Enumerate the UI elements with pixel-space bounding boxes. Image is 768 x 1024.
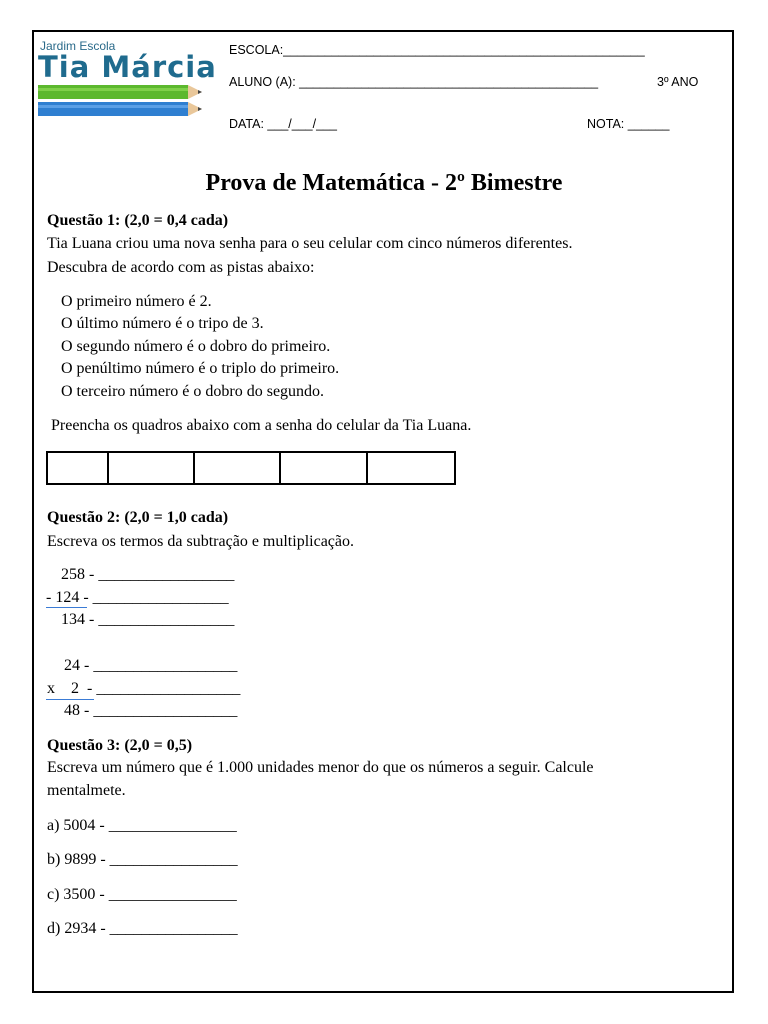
password-box-1[interactable]	[48, 453, 109, 483]
q3-item-d[interactable]: d) 2934 - ________________	[47, 920, 238, 937]
q3-item-b[interactable]: b) 9899 - ________________	[47, 851, 238, 868]
green-pencil-icon	[38, 85, 202, 99]
data-field[interactable]: DATA: ___/___/___	[229, 117, 337, 131]
q3-item-c[interactable]: c) 3500 - ________________	[47, 886, 237, 903]
q1-text-line1: Tia Luana criou uma nova senha para o seu celular com cinco números diferentes.	[47, 235, 573, 252]
q3-text-line2: mentalmete.	[47, 782, 126, 799]
password-boxes	[46, 451, 456, 485]
q2-text: Escreva os termos da subtração e multiplicação.	[47, 533, 354, 550]
q1-text-line2: Descubra de acordo com as pistas abaixo:	[47, 259, 315, 276]
q3-item-a[interactable]: a) 5004 - ________________	[47, 817, 237, 834]
q1-heading: Questão 1: (2,0 = 0,4 cada)	[47, 212, 229, 229]
password-box-5[interactable]	[368, 453, 454, 483]
aluno-field[interactable]: ALUNO (A): ___________________________________________	[229, 75, 599, 89]
q1-instruction: Preencha os quadros abaixo com a senha do celular da Tia Luana.	[51, 417, 472, 434]
q2-mul-product[interactable]: 48 - __________________	[64, 702, 238, 719]
q2-sub-underline	[46, 607, 87, 608]
q2-mul-factor1[interactable]: 24 - __________________	[64, 657, 238, 674]
q1-clue-1: O primeiro número é 2.	[61, 293, 212, 310]
nota-field[interactable]: NOTA: ______	[587, 117, 670, 131]
password-box-2[interactable]	[109, 453, 195, 483]
q3-heading: Questão 3: (2,0 = 0,5)	[47, 737, 193, 754]
logo-school-name: Tia Márcia	[38, 50, 217, 84]
logo-school-label: Jardim Escola	[40, 39, 116, 53]
q2-sub-difference[interactable]: 134 - _________________	[61, 611, 235, 628]
q2-sub-minuend[interactable]: 258 - _________________	[61, 566, 235, 583]
escola-field[interactable]: ESCOLA:____________________________________________________	[229, 43, 645, 57]
password-box-4[interactable]	[281, 453, 368, 483]
q2-mul-factor2[interactable]: x 2 - __________________	[47, 680, 241, 697]
q1-clue-3: O segundo número é o dobro do primeiro.	[61, 338, 331, 355]
page-title: Prova de Matemática - 2º Bimestre	[205, 170, 563, 196]
pencils-icon	[36, 84, 208, 120]
q2-sub-subtrahend[interactable]: - 124 - _________________	[46, 589, 229, 606]
q1-clue-5: O terceiro número é o dobro do segundo.	[61, 383, 325, 400]
ano-label: 3º ANO	[657, 75, 699, 89]
q1-clue-4: O penúltimo número é o triplo do primeiro.	[61, 360, 340, 377]
q2-mul-underline	[46, 699, 94, 700]
q2-heading: Questão 2: (2,0 = 1,0 cada)	[47, 509, 229, 526]
password-box-3[interactable]	[195, 453, 281, 483]
q1-clue-2: O último número é o tripo de 3.	[61, 315, 264, 332]
q3-text-line1: Escreva um número que é 1.000 unidades menor do que os números a seguir. Calcule	[47, 759, 594, 776]
blue-pencil-icon	[38, 102, 202, 116]
